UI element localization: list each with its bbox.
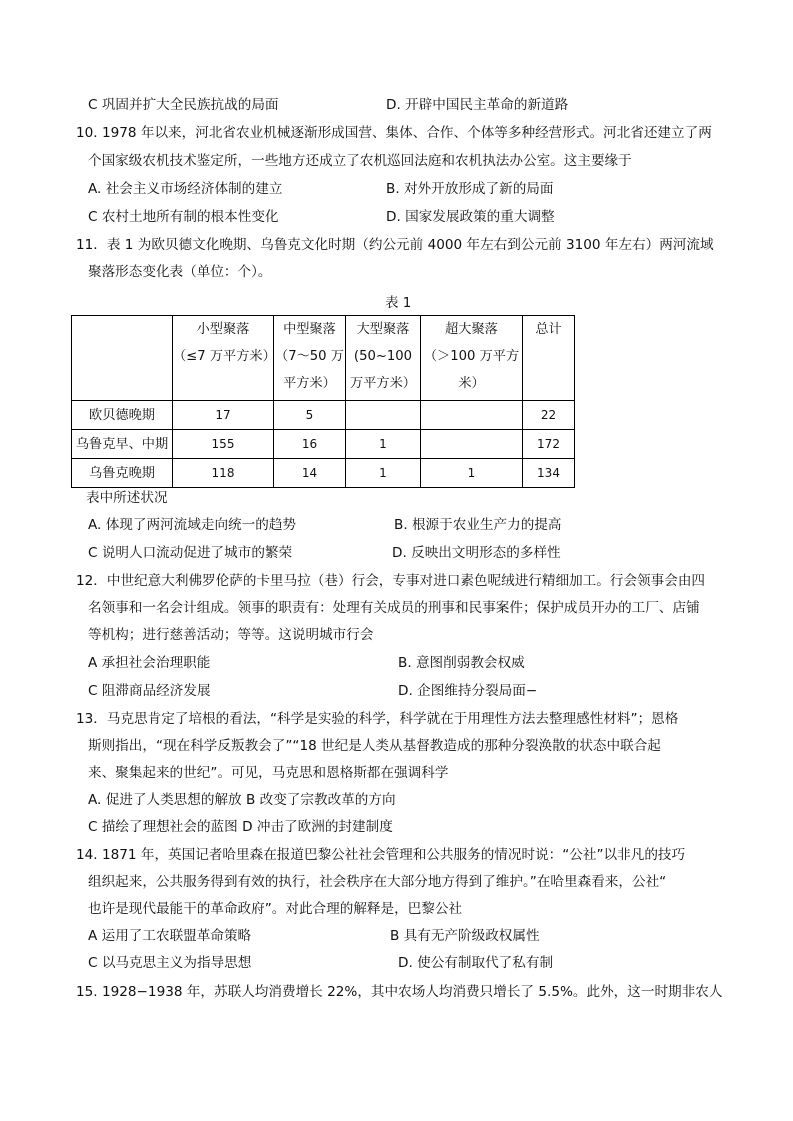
table-header-cell: 小型聚落 （≤7 万平方米） bbox=[173, 316, 274, 401]
q9-option-c: C 巩固并扩大全民族抗战的局面 bbox=[88, 97, 279, 113]
q12-stem-line1: 12．中世纪意大利佛罗伦萨的卡里马拉（巷）行会，专事对进口素色呢绒进行精细加工。行会领事会由四 bbox=[76, 573, 706, 589]
table-cell bbox=[421, 430, 523, 459]
q10-option-b: B. 对外开放形成了新的局面 bbox=[386, 181, 554, 197]
table-row-label: 乌鲁克晚期 bbox=[72, 459, 173, 488]
q14-stem-line2: 组织起来，公共服务得到有效的执行，社会秩序在大部分地方得到了维护。”在哈里森看来，公社“ bbox=[88, 874, 667, 890]
table-cell bbox=[346, 401, 421, 430]
table-header-cell: 总计 bbox=[523, 316, 575, 401]
q10-option-d: D. 国家发展政策的重大调整 bbox=[386, 209, 555, 225]
q12-option-c: C 阻滞商品经济发展 bbox=[88, 683, 211, 699]
q13-stem-line3: 来、聚集起来的世纪”。可见，马克思和恩格斯都在强调科学 bbox=[88, 765, 449, 781]
q12-option-b: B. 意图削弱教会权威 bbox=[398, 655, 525, 671]
q14-stem-line3: 也许是现代最能干的革命政府”。对此合理的解释是，巴黎公社 bbox=[88, 901, 463, 917]
table-cell: 22 bbox=[523, 401, 575, 430]
q14-stem-line1: 14. 1871 年，英国记者哈里森在报道巴黎公社社会管理和公共服务的情况时说：“公社”以非凡的技巧 bbox=[76, 847, 686, 863]
q11-option-c: C 说明人口流动促进了城市的繁荣 bbox=[88, 545, 293, 561]
q15-stem-line1: 15. 1928−1938 年，苏联人均消费增长 22%，其中农场人均消费只增长了 5.5%。此外，这一时期非农人 bbox=[76, 984, 723, 1000]
q13-options-ab: A. 促进了人类思想的解放 B 改变了宗教改革的方向 bbox=[88, 792, 396, 808]
table-header-cell: 大型聚落 (50~100 万平方米） bbox=[346, 316, 421, 401]
q13-stem-line2: 斯则指出，“现在科学反叛教会了”“18 世纪是人类从基督教造成的那种分裂涣散的状态中联合起 bbox=[88, 738, 661, 754]
q14-option-a: A 运用了工农联盟革命策略 bbox=[88, 928, 252, 944]
table-header-row bbox=[72, 316, 575, 401]
table-row-label: 乌鲁克早、中期 bbox=[72, 430, 173, 459]
q12-stem-line3: 等机构；进行慈善活动；等等。这说明城市行会 bbox=[88, 627, 374, 643]
table-cell: 1 bbox=[346, 459, 421, 488]
q11-stem-line2: 聚落形态变化表（单位：个）。 bbox=[88, 264, 272, 280]
q11-stem-end: 表中所述状况 bbox=[86, 490, 168, 506]
q11-option-d: D. 反映出文明形态的多样性 bbox=[392, 545, 561, 561]
q12-stem-line2: 名领事和一名会计组成。领事的职责有：处理有关成员的刑事和民事案件；保护成员开办的工厂、店铺 bbox=[88, 600, 700, 616]
table-cell: 155 bbox=[173, 430, 274, 459]
q9-option-d: D. 开辟中国民主革命的新道路 bbox=[386, 97, 569, 113]
table-cell bbox=[421, 401, 523, 430]
table-cell: 118 bbox=[173, 459, 274, 488]
table-row-label: 欧贝德晚期 bbox=[72, 401, 173, 430]
q10-stem-line1: 10. 1978 年以来，河北省农业机械逐渐形成国营、集体、合作、个体等多种经营形式。河北省还建立了两 bbox=[76, 125, 712, 141]
table-row bbox=[72, 459, 575, 488]
table-cell: 1 bbox=[421, 459, 523, 488]
table-cell: 5 bbox=[274, 401, 346, 430]
q11-option-b: B. 根源于农业生产力的提高 bbox=[394, 517, 562, 533]
q14-option-c: C 以马克思主义为指导思想 bbox=[88, 955, 252, 971]
q12-option-a: A 承担社会治理职能 bbox=[88, 655, 211, 671]
table-row bbox=[72, 401, 575, 430]
q11-stem-line1: 11．表 1 为欧贝德文化晚期、乌鲁克文化时期（约公元前 4000 年左右到公元前 3100 年左右）两河流域 bbox=[76, 237, 714, 253]
table-cell: 16 bbox=[274, 430, 346, 459]
settlement-table bbox=[71, 315, 575, 488]
q13-options-cd: C 描绘了理想社会的蓝图 D 冲击了欧洲的封建制度 bbox=[88, 819, 393, 835]
q13-stem-line1: 13．马克思肯定了培根的看法，“科学是实验的科学，科学就在于用理性方法去整理感性材料”；恩格 bbox=[76, 711, 679, 727]
q14-option-b: B 具有无产阶级政权属性 bbox=[390, 928, 540, 944]
table-cell: 134 bbox=[523, 459, 575, 488]
table-cell: 1 bbox=[346, 430, 421, 459]
q12-option-d: D. 企图维持分裂局面− bbox=[398, 683, 538, 699]
table-row bbox=[72, 430, 575, 459]
table-header-cell: 中型聚落 （7～50 万 平方米） bbox=[274, 316, 346, 401]
table-cell: 17 bbox=[173, 401, 274, 430]
table-cell: 14 bbox=[274, 459, 346, 488]
q10-option-a: A. 社会主义市场经济体制的建立 bbox=[88, 181, 283, 197]
q11-option-a: A. 体现了两河流域走向统一的趋势 bbox=[88, 517, 297, 533]
q14-option-d: D. 使公有制取代了私有制 bbox=[398, 955, 554, 971]
table-cell: 172 bbox=[523, 430, 575, 459]
table-caption: 表 1 bbox=[385, 295, 412, 311]
q10-option-c: C 农村土地所有制的根本性变化 bbox=[88, 209, 279, 225]
q10-stem-line2: 个国家级农机技术鉴定所，一些地方还成立了农机巡回法庭和农机执法办公室。这主要缘于 bbox=[88, 153, 632, 169]
table-header-cell: 超大聚落 （＞100 万平方 米） bbox=[421, 316, 523, 401]
table-header-cell bbox=[72, 316, 173, 401]
